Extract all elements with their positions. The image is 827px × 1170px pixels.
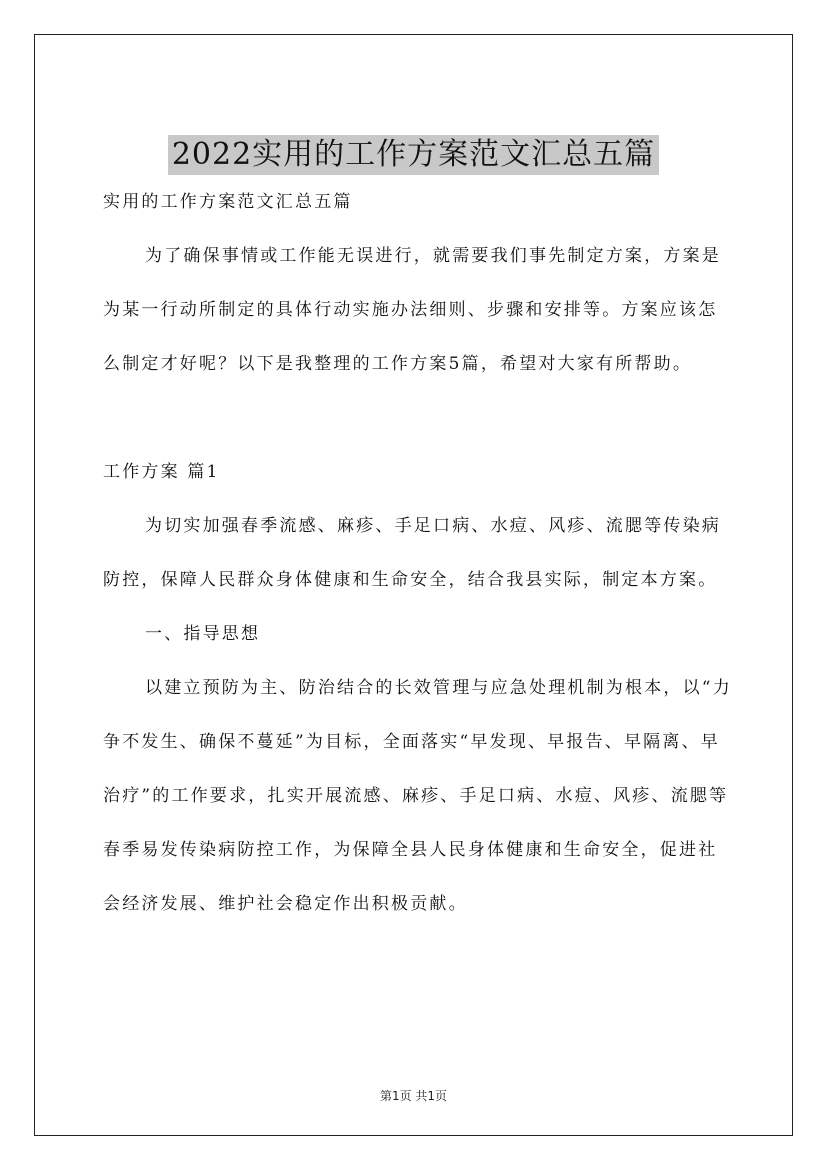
page-footer: 第1页 共1页 <box>379 1089 448 1103</box>
subsection-heading: 一、指导思想 <box>145 624 261 644</box>
section-gap <box>103 391 733 445</box>
intro-paragraph: 为了确保事情或工作能无误进行，就需要我们事先制定方案，方案是为某一行动所制定的具体行动实施办法细则、步骤和安排等。方案应该怎么制定才好呢？以下是我整理的工作方案5篇，希望对大家有所帮助。 <box>103 246 721 374</box>
document-page <box>34 34 793 1136</box>
body-paragraph: 以建立预防为主、防治结合的长效管理与应急处理机制为根本，以“力争不发生、确保不蔓延”为目标，全面落实“早发现、早报告、早隔离、早治疗”的工作要求，扎实开展流感、麻疹、手足口病、水痘、风疹、流腮等春季易发传染病防控工作，为保障全县人民身体健康和生命安全，促进社会经济发展、维护社会稳定作出积极贡献。 <box>103 678 732 914</box>
subtitle-paragraph: 实用的工作方案范文汇总五篇 <box>103 192 353 212</box>
title-container <box>35 135 792 175</box>
body-paragraph: 为切实加强春季流感、麻疹、手足口病、水痘、风疹、流腮等传染病防控，保障人民群众身体健康和生命安全，结合我县实际，制定本方案。 <box>103 516 721 590</box>
section-heading: 工作方案 篇1 <box>103 462 220 482</box>
document-title: 2022实用的工作方案范文汇总五篇 <box>168 135 659 175</box>
document-body <box>103 175 733 931</box>
